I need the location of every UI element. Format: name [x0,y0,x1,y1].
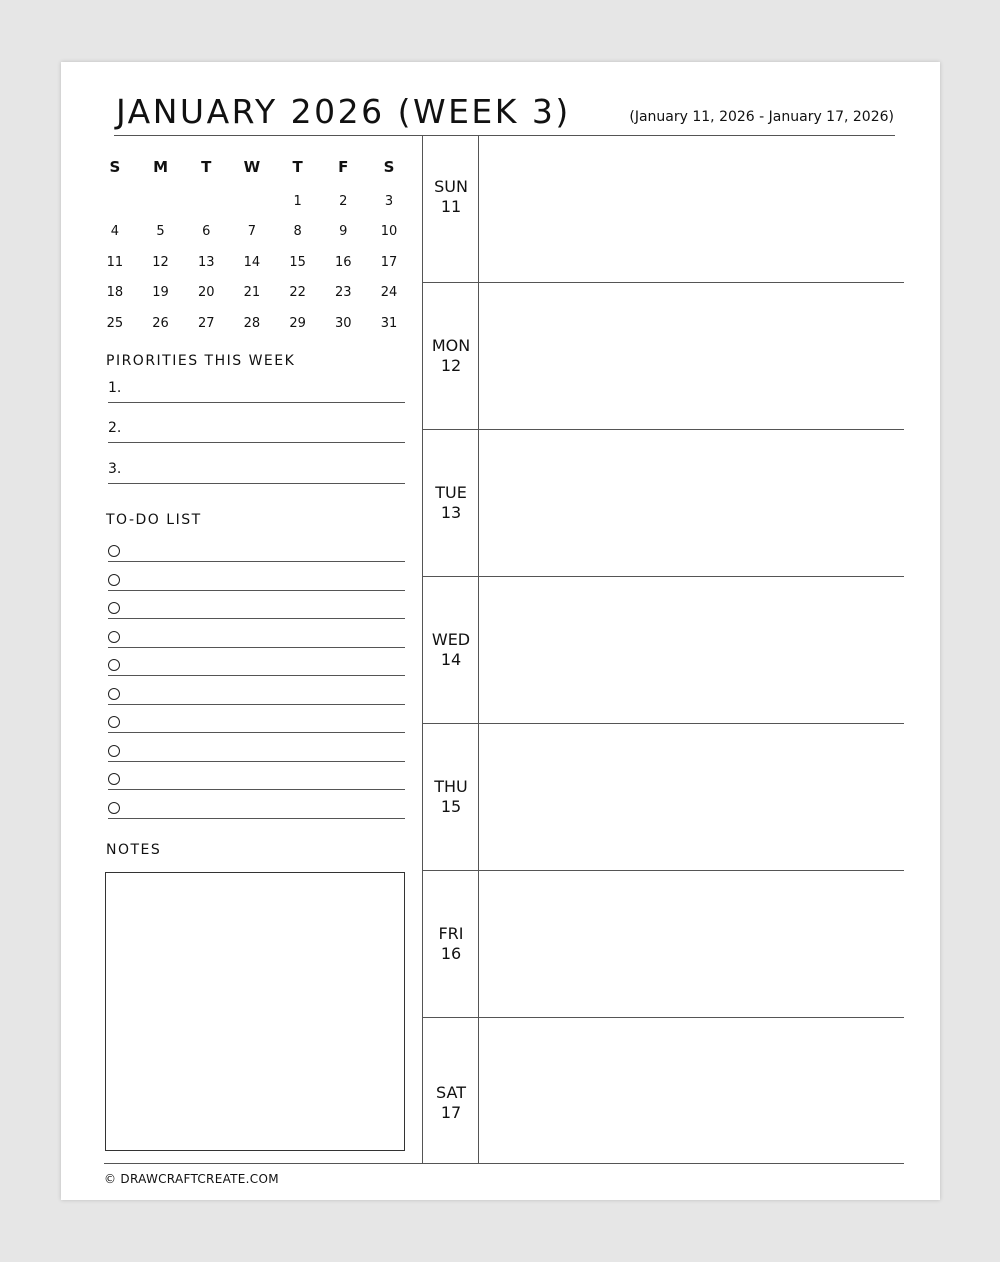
todo-item[interactable] [108,798,405,819]
day-entry-area-wed[interactable] [479,576,904,723]
calendar-day: 3 [384,193,394,209]
priority-line-3[interactable] [108,461,405,484]
calendar-week-row [92,308,412,339]
day-entry-area-tue[interactable] [479,429,904,576]
calendar-day: 19 [152,285,169,301]
day-entry-area-fri[interactable] [479,870,904,1017]
todo-item[interactable] [108,541,405,562]
calendar-weekday: T [292,158,303,176]
calendar-day: 2 [339,193,348,209]
priority-number: 1. [108,380,122,396]
calendar-day: 27 [197,315,215,331]
calendar-day: 30 [335,315,352,331]
calendar-day: 8 [293,224,302,240]
priority-line-1[interactable] [108,380,405,403]
day-date: 14 [440,649,462,669]
mini-calendar [92,150,412,339]
todo-item[interactable] [108,684,405,705]
calendar-day: 28 [243,315,261,331]
todo-item[interactable] [108,712,405,733]
page-title: JANUARY 2026 (WEEK 3) [116,92,571,131]
day-entry-area-thu[interactable] [479,723,904,870]
day-date: 12 [440,355,462,375]
day-date: 17 [440,1102,462,1122]
day-name: SAT [436,1082,466,1102]
day-label-sun [423,177,479,217]
day-date: 15 [440,796,462,816]
calendar-day: 16 [335,254,352,270]
day-label-thu [423,777,479,817]
todo-item[interactable] [108,570,405,591]
day-name: FRI [438,923,464,943]
calendar-weekday: M [153,158,168,176]
calendar-day: 10 [380,224,398,240]
priority-line-2[interactable] [108,420,405,443]
calendar-week-row [92,278,412,309]
calendar-day: 17 [380,254,398,270]
priority-number: 2. [108,420,122,436]
day-entry-area-sat[interactable] [479,1017,904,1164]
day-date: 11 [440,196,462,216]
week-date-range: (January 11, 2026 - January 17, 2026) [629,109,894,125]
calendar-day: 7 [247,224,257,240]
calendar-week-row [92,186,412,217]
priorities-title: PIRORITIES THIS WEEK [106,353,296,369]
calendar-day: 5 [156,224,165,240]
calendar-weekday: S [383,158,395,176]
day-label-fri [423,924,479,964]
todo-item[interactable] [108,769,405,790]
day-label-mon [423,336,479,376]
checkbox-circle-icon[interactable] [108,545,120,557]
calendar-day: 12 [152,254,169,270]
calendar-day: 6 [202,224,211,240]
day-entry-area-mon[interactable] [479,282,904,429]
calendar-weekday: W [243,158,261,176]
checkbox-circle-icon[interactable] [108,773,120,785]
day-name: TUE [435,482,467,502]
calendar-day: 21 [243,285,261,301]
calendar-weekday-header [92,150,412,184]
calendar-day: 25 [106,315,124,331]
checkbox-circle-icon[interactable] [108,716,120,728]
calendar-day: 31 [380,315,398,331]
notes-title: NOTES [106,842,162,858]
todo-item[interactable] [108,598,405,619]
notes-box[interactable] [105,872,405,1151]
calendar-day: 9 [339,224,348,240]
calendar-day: 26 [152,315,169,331]
checkbox-circle-icon[interactable] [108,802,120,814]
todo-item[interactable] [108,627,405,648]
calendar-day: 23 [335,285,352,301]
calendar-weekday: S [109,158,121,176]
calendar-day: 20 [197,285,215,301]
checkbox-circle-icon[interactable] [108,602,120,614]
day-date: 16 [440,943,462,963]
footer-credit: © DRAWCRAFTCREATE.COM [104,1172,279,1186]
todo-item[interactable] [108,655,405,676]
priority-number: 3. [108,461,122,477]
calendar-day: 13 [197,254,215,270]
calendar-day: 14 [243,254,261,270]
calendar-week-row [92,247,412,278]
calendar-weekday: F [338,158,349,176]
checkbox-circle-icon[interactable] [108,631,120,643]
day-label-sat [423,1083,479,1123]
calendar-day: 24 [380,285,398,301]
todo-title: TO-DO LIST [106,512,202,528]
checkbox-circle-icon[interactable] [108,659,120,671]
calendar-day: 18 [106,285,124,301]
day-label-tue [423,483,479,523]
calendar-day: 1 [293,193,302,209]
checkbox-circle-icon[interactable] [108,688,120,700]
day-name: SUN [434,176,468,196]
calendar-day: 4 [110,224,119,240]
day-name: WED [431,629,471,649]
calendar-day: 15 [289,254,306,270]
calendar-week-row [92,217,412,248]
checkbox-circle-icon[interactable] [108,574,120,586]
calendar-day: 29 [289,315,306,331]
day-date: 13 [440,502,462,522]
day-label-wed [423,630,479,670]
calendar-day: 22 [289,285,306,301]
day-name: MON [431,335,471,355]
checkbox-circle-icon[interactable] [108,745,120,757]
calendar-weekday: T [201,158,212,176]
day-name: THU [434,776,468,796]
todo-item[interactable] [108,741,405,762]
calendar-day: 11 [106,254,124,270]
day-entry-area-sun[interactable] [479,135,904,282]
